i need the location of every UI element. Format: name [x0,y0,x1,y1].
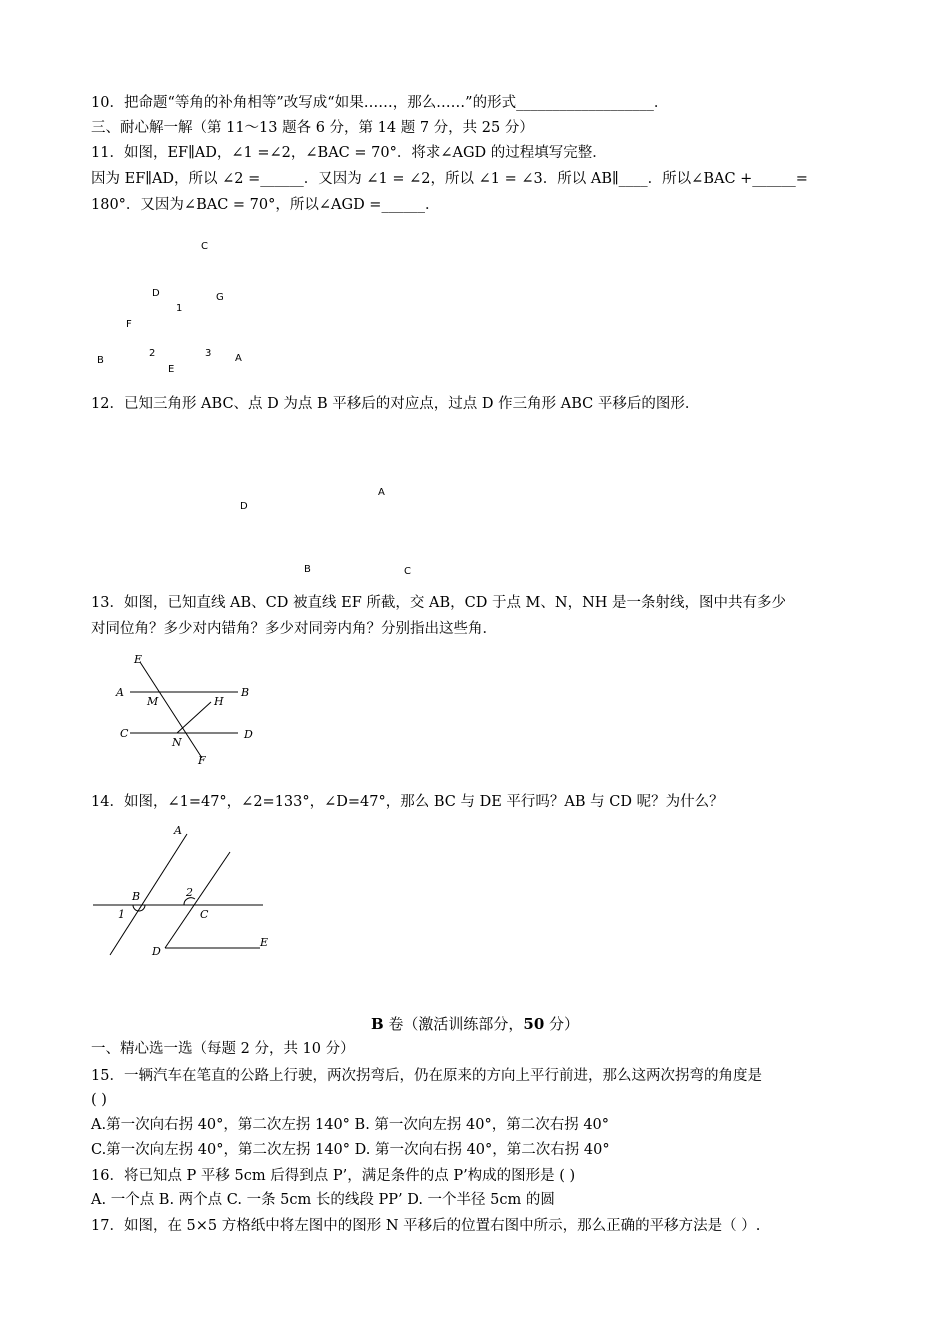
fig14-label-a: A [174,824,182,837]
section-b-title-part-1: B [370,1015,384,1033]
fig12-label-c: C [404,566,411,577]
question-15-options-ab: A.第一次向右拐 40°，第二次左拐 140° B. 第一次向左拐 40°，第二次右拐 40° [91,1117,610,1133]
fig14-label-d: D [152,945,161,958]
question-15-options-cd: C.第一次向左拐 40°，第二次左拐 140° D. 第一次向右拐 40°，第二次右拐 40° [91,1142,610,1158]
question-13-line-2: 对同位角？多少对内错角？多少对同旁内角？分别指出这些角． [91,621,497,637]
fig11-label-e: E [168,364,175,375]
fig11-label-1: 1 [176,303,183,314]
section-b-title-part-2: 卷（激活训练部分， [383,1015,524,1033]
fig13-label-h: H [214,695,224,708]
question-11-line-2: 因为 EF∥AD，所以 ∠2 =______．又因为 ∠1 = ∠2，所以 ∠1 = ∠3．所以 AB∥____．所以∠BAC +______= [91,171,808,187]
fig11-label-a: A [235,353,242,364]
fig14-label-e: E [260,936,269,949]
fig11-label-f: F [126,319,132,330]
section-3-heading: 三、耐心解一解（第 11～13 题各 6 分，第 14 题 7 分，共 25 分） [91,120,534,136]
question-11: 11．如图，EF∥AD，∠1 =∠2，∠BAC = 70°．将求∠AGD 的过程填写完整． [91,145,607,161]
fig12-label-a: A [378,487,385,498]
section-1-heading: 一、精心选一选（每题 2 分，共 10 分） [91,1041,355,1057]
section-b-title [0,1014,950,1034]
fig12-label-d: D [240,501,248,512]
question-16-options: A. 一个点 B. 两个点 C. 一条 5cm 长的线段 PP’ D. 一个半径 5cm 的圆 [91,1192,555,1208]
figure-14 [88,822,278,962]
question-16: 16．将已知点 P 平移 5cm 后得到点 P’，满足条件的点 P’构成的图形是 ( ) [91,1168,576,1184]
fig13-label-a: A [116,686,124,699]
ray-nh [177,702,211,733]
fig13-label-c: C [120,727,129,740]
fig14-label-2: 2 [186,886,193,899]
section-b-title-part-4: 分） [544,1015,580,1033]
fig13-label-d: D [244,728,253,741]
fig13-label-e: E [134,653,143,666]
fig14-label-1: 1 [118,908,125,921]
question-10: 10．把命题“等角的补角相等”改写成“如果……，那么……”的形式___________________． [91,95,669,111]
fig13-label-b: B [241,686,250,699]
fig11-label-2: 2 [149,348,156,359]
question-11-line-3: 180°．又因为∠BAC = 70°，所以∠AGD =______． [91,197,440,213]
question-15: 15．一辆汽车在笔直的公路上行驶，两次拐弯后，仍在原来的方向上平行前进，那么这两次拐弯的角度是 [91,1068,762,1084]
fig11-label-b: B [97,355,104,366]
line-ef [140,662,202,758]
fig13-label-n: N [172,736,182,749]
fig13-label-m: M [147,695,159,708]
line-ab [110,834,187,955]
fig11-label-g: G [216,292,224,303]
fig12-label-b: B [304,564,311,575]
fig14-label-c: C [200,908,209,921]
question-13: 13．如图，已知直线 AB、CD 被直线 EF 所截，交 AB，CD 于点 M、N，NH 是一条射线，图中共有多少 [91,595,787,611]
question-15-paren: ( ) [91,1092,107,1108]
question-12: 12．已知三角形 ABC、点 D 为点 B 平移后的对应点，过点 D 作三角形 ABC 平移后的图形． [91,396,700,412]
question-17: 17．如图，在 5×5 方格纸中将左图中的图形 N 平移后的位置右图中所示，那么正确的平移方法是（ ）. [91,1218,761,1234]
fig13-label-f: F [198,754,206,767]
fig11-label-3: 3 [205,348,212,359]
fig11-label-d: D [152,288,160,299]
line-cd [165,852,230,948]
fig14-label-b: B [132,890,141,903]
figure-13 [110,650,280,765]
fig11-label-c: C [201,241,208,252]
section-b-title-part-3: 50 [523,1015,545,1033]
question-14: 14．如图，∠1=47°，∠2=133°，∠D=47°，那么 BC 与 DE 平行吗？AB 与 CD 呢？为什么？ [91,794,724,810]
